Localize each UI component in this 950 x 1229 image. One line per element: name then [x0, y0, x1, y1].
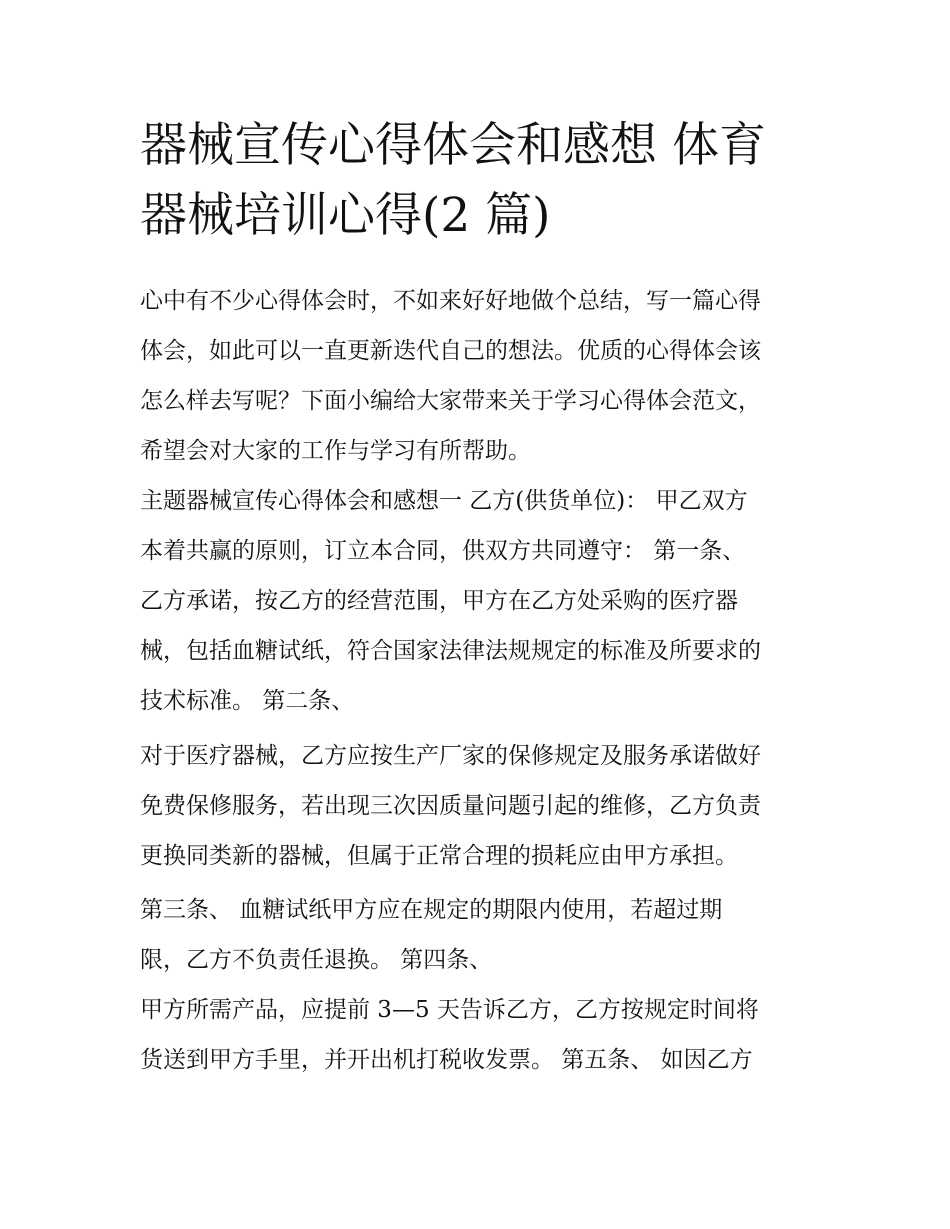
- body-text-line: 技术标准。 第二条、: [140, 688, 355, 714]
- body-text-line: 心中有不少心得体会时，不如来好好地做个总结，写一篇心得: [140, 288, 761, 314]
- body-text-line: 怎么样去写呢？下面小编给大家带来关于学习心得体会范文，: [140, 388, 761, 414]
- body-text-line: 希望会对大家的工作与学习有所帮助。: [140, 438, 531, 464]
- body-text-line: 第三条、 血糖试纸甲方应在规定的期限内使用，若超过期: [140, 897, 723, 923]
- body-text-line: 免费保修服务，若出现三次因质量问题引起的维修，乙方负责: [140, 793, 761, 819]
- document-title-line-2: 器械培训心得(2 篇): [140, 188, 551, 243]
- body-text-line: 更换同类新的器械，但属于正常合理的损耗应由甲方承担。: [140, 843, 738, 869]
- body-text-line: 主题器械宣传心得体会和感想一 乙方(供货单位)： 甲乙双方: [140, 488, 748, 514]
- body-text-line: 体会，如此可以一直更新迭代自己的想法。优质的心得体会该: [140, 338, 761, 364]
- body-text-line: 械，包括血糖试纸，符合国家法律法规规定的标准及所要求的: [140, 638, 761, 664]
- body-text-line: 本着共赢的原则，订立本合同，供双方共同遵守： 第一条、: [140, 538, 746, 564]
- body-text-line: 对于医疗器械，乙方应按生产厂家的保修规定及服务承诺做好: [140, 743, 761, 769]
- body-text-line: 货送到甲方手里，并开出机打税收发票。 第五条、 如因乙方: [140, 1047, 753, 1073]
- body-text-line: 限，乙方不负责任退换。 第四条、: [140, 947, 493, 973]
- body-text-line: 乙方承诺，按乙方的经营范围，甲方在乙方处采购的医疗器: [140, 588, 738, 614]
- body-text-line: 甲方所需产品，应提前 3—5 天告诉乙方，乙方按规定时间将: [140, 997, 759, 1023]
- document-title-line-1: 器械宣传心得体会和感想 体育: [140, 118, 766, 173]
